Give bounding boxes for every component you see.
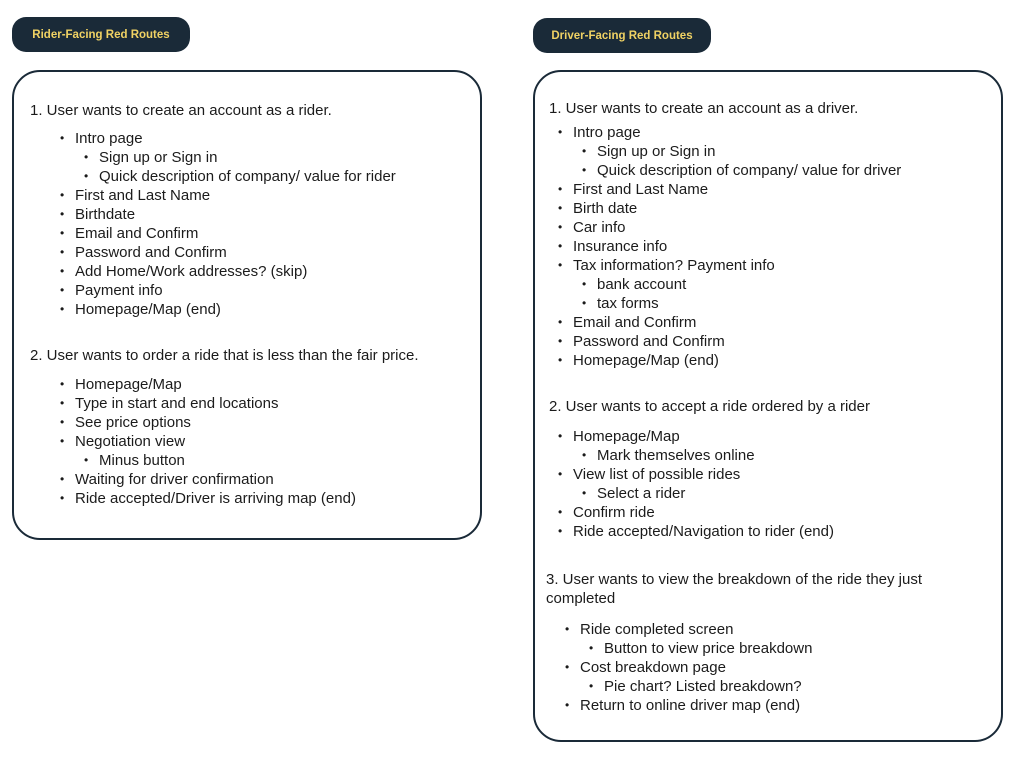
rider-section-title: Rider-Facing Red Routes <box>12 17 190 52</box>
list-item: • Cost breakdown page <box>580 658 726 677</box>
driver-flow-1-heading: 1. User wants to create an account as a driver. <box>549 100 859 117</box>
list-item: • Sign up or Sign in <box>99 148 217 167</box>
list-item: • Type in start and end locations <box>75 394 278 413</box>
list-item: • Birth date <box>573 199 637 218</box>
list-item: • Email and Confirm <box>75 224 198 243</box>
list-item: • Homepage/Map (end) <box>75 300 221 319</box>
list-item: • bank account <box>597 275 686 294</box>
list-item: • Quick description of company/ value for rider <box>99 167 396 186</box>
driver-flow-3-heading: 3. User wants to view the breakdown of the ride they just completed <box>546 571 923 607</box>
list-item: • Tax information? Payment info <box>573 256 775 275</box>
list-item: • First and Last Name <box>75 186 210 205</box>
list-item: • See price options <box>75 413 191 432</box>
list-item: • View list of possible rides <box>573 465 740 484</box>
list-item: • Pie chart? Listed breakdown? <box>604 677 802 696</box>
list-item: • Button to view price breakdown <box>604 639 812 658</box>
list-item: • Confirm ride <box>573 503 655 522</box>
list-item: • First and Last Name <box>573 180 708 199</box>
list-item: • Birthdate <box>75 205 135 224</box>
list-item: • Select a rider <box>597 484 685 503</box>
list-item: • Ride completed screen <box>580 620 733 639</box>
list-item: • Password and Confirm <box>573 332 725 351</box>
list-item: • Password and Confirm <box>75 243 227 262</box>
list-item: • tax forms <box>597 294 659 313</box>
list-item: • Add Home/Work addresses? (skip) <box>75 262 307 281</box>
list-item: • Payment info <box>75 281 163 300</box>
list-item: • Insurance info <box>573 237 667 256</box>
list-item: • Mark themselves online <box>597 446 755 465</box>
list-item: • Return to online driver map (end) <box>580 696 800 715</box>
rider-flow-1-heading: 1. User wants to create an account as a rider. <box>30 102 332 119</box>
list-item: • Negotiation view <box>75 432 185 451</box>
list-item: • Ride accepted/Driver is arriving map (end) <box>75 489 356 508</box>
driver-section-title: Driver-Facing Red Routes <box>533 18 711 53</box>
rider-flow-2-heading: 2. User wants to order a ride that is less than the fair price. <box>30 347 419 364</box>
driver-flow-2-heading: 2. User wants to accept a ride ordered by a rider <box>549 398 870 415</box>
list-item: • Intro page <box>75 129 143 148</box>
list-item: • Waiting for driver confirmation <box>75 470 274 489</box>
list-item: • Car info <box>573 218 626 237</box>
list-item: • Ride accepted/Navigation to rider (end) <box>573 522 834 541</box>
list-item: • Sign up or Sign in <box>597 142 715 161</box>
list-item: • Email and Confirm <box>573 313 696 332</box>
list-item: • Homepage/Map <box>75 375 182 394</box>
list-item: • Homepage/Map <box>573 427 680 446</box>
list-item: • Homepage/Map (end) <box>573 351 719 370</box>
list-item: • Minus button <box>99 451 185 470</box>
list-item: • Quick description of company/ value for driver <box>597 161 901 180</box>
list-item: • Intro page <box>573 123 641 142</box>
